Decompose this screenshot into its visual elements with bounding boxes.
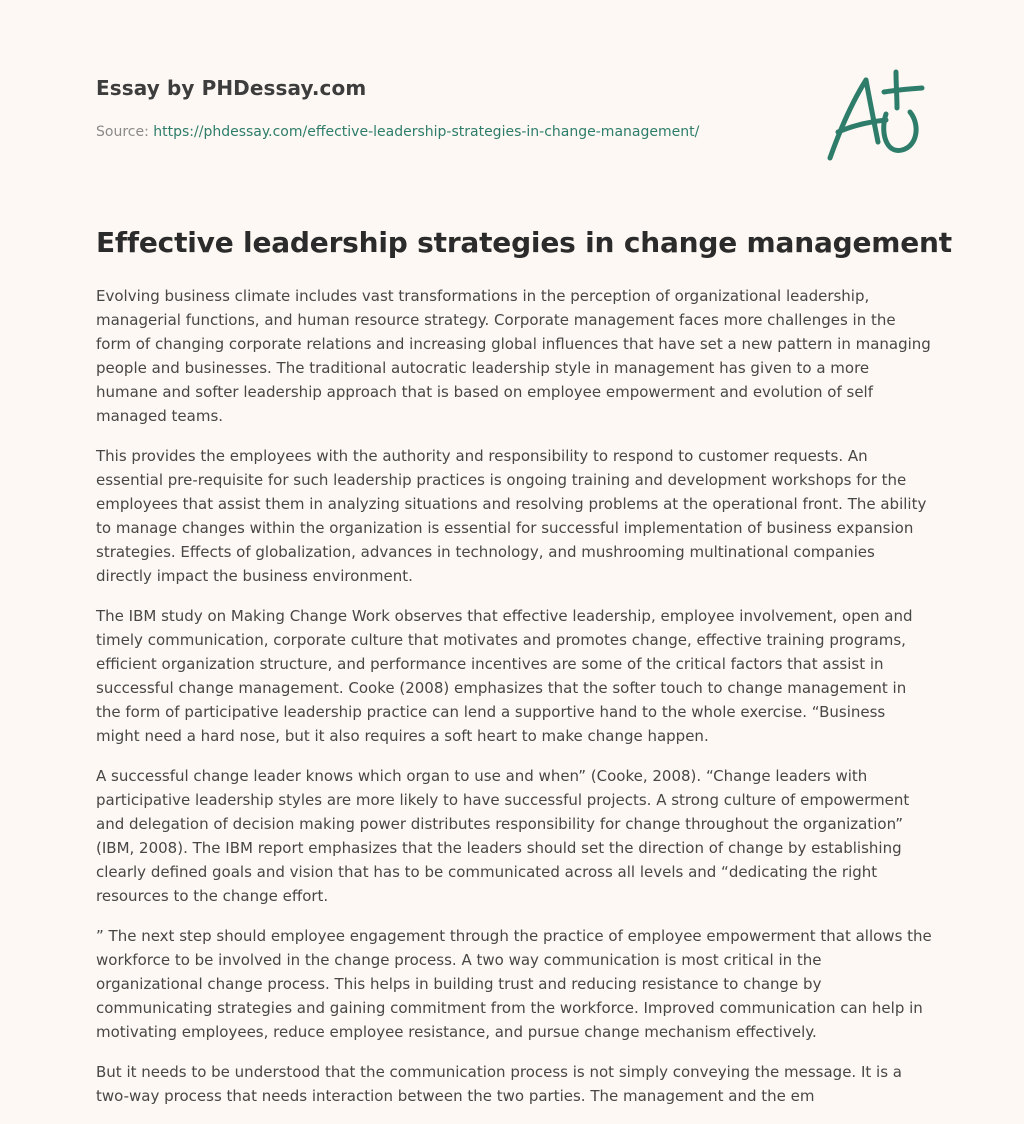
essay-paragraph: A successful change leader knows which organ to use and when” (Cooke, 2008). “Change leaders with participative leadership styles are more likely to have successful projects. A strong culture of empowerment and delegation of decision making power distributes responsibility for change throughout the organization” (IBM, 2008). The IBM report emphasizes that the leaders should set the direction of change by establishing clearly defined goals and vision that has to be communicated across all levels and “dedicating the right resources to the change effort. [96,767,910,905]
essay-title: Effective leadership strategies in change management [96,226,952,259]
essay-paragraph: Evolving business climate includes vast transformations in the perception of organizational leadership, managerial functions, and human resource strategy. Corporate management faces more challenges in the form of changing corporate relations and increasing global influences that have set a new pattern in managing people and businesses. The traditional autocratic leadership style in management has given to a more humane and softer leadership approach that is based on employee empowerment and evolution of self managed teams. [96,287,931,425]
source-link[interactable]: https://phdessay.com/effective-leadership-strategies-in-change-management/ [153,124,700,140]
essay-paragraph: This provides the employees with the authority and responsibility to respond to customer requests. An essential pre-requisite for such leadership practices is ongoing training and development workshops for the employees that assist them in analyzing situations and resolving problems at the operational front. The ability to manage changes within the organization is essential for successful implementation of business expansion strategies. Effects of globalization, advances in technology, and mushrooming multinational companies directly impact the business environment. [96,447,927,585]
source-line [96,124,699,140]
essay-paragraph: ” The next step should employee engagement through the practice of employee empowerment that allows the workforce to be involved in the change process. A two way communication is most critical in the organizational change process. This helps in building trust and reducing resistance to change by communicating strategies and gaining commitment from the workforce. Improved communication can help in motivating employees, reduce employee resistance, and pursue change mechanism effectively. [96,927,932,1041]
a-plus-icon [820,68,928,168]
a-plus-letter-left-stroke [830,80,866,158]
a-plus-swoosh [884,112,916,150]
essay-paragraph: The IBM study on Making Change Work observes that effective leadership, employee involvement, open and timely communication, corporate culture that motivates and promotes change, effective training programs, efficient organization structure, and performance incentives are some of the critical factors that assist in successful change management. Cooke (2008) emphasizes that the softer touch to change management in the form of participative leadership practice can lend a supportive hand to the whole exercise. “Business might need a hard nose, but it also requires a soft heart to make change happen. [96,607,913,745]
brand-title: Essay by PHDessay.com [96,76,367,100]
essay-paragraph: But it needs to be understood that the communication process is not simply conveying the message. It is a two-way process that needs interaction between the two parties. The management and the em [96,1063,902,1105]
source-label: Source: [96,124,154,140]
a-plus-plus-horizontal [884,88,922,92]
a-plus-letter-right-stroke [866,80,878,142]
essay-body [96,284,932,1124]
